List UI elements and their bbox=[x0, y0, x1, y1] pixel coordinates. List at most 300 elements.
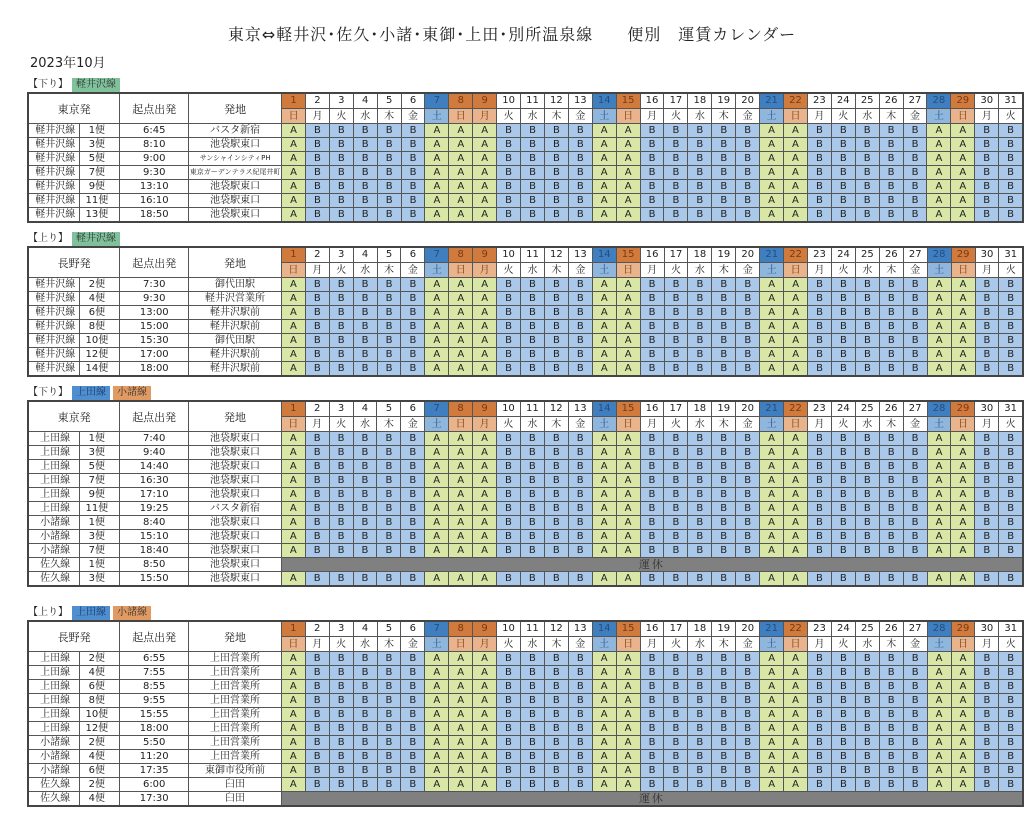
fare-cell: A bbox=[282, 124, 306, 138]
fare-cell: B bbox=[664, 362, 688, 377]
fare-cell: A bbox=[616, 666, 640, 680]
fare-cell: A bbox=[592, 488, 616, 502]
origin-stop: 臼田 bbox=[189, 778, 282, 792]
fare-cell: B bbox=[879, 652, 903, 666]
direction-label: 【下り】 bbox=[28, 79, 68, 90]
line-name: 佐久線 bbox=[28, 558, 80, 572]
fare-cell: B bbox=[497, 736, 521, 750]
fare-cell: B bbox=[497, 778, 521, 792]
fare-cell: A bbox=[951, 680, 975, 694]
day-number: 4 bbox=[353, 401, 377, 417]
fare-cell: A bbox=[616, 474, 640, 488]
fare-cell: B bbox=[568, 544, 592, 558]
fare-cell: B bbox=[496, 502, 520, 516]
section-label bbox=[27, 232, 120, 246]
day-number: 14 bbox=[592, 621, 616, 637]
section-label bbox=[27, 606, 151, 620]
fare-cell: B bbox=[544, 334, 568, 348]
fare-cell: B bbox=[329, 180, 353, 194]
weekday: 水 bbox=[688, 263, 712, 278]
weekday: 火 bbox=[664, 417, 688, 432]
fare-cell: A bbox=[951, 334, 975, 348]
fare-table bbox=[27, 92, 1024, 223]
departure-time: 7:40 bbox=[120, 432, 189, 446]
fare-cell: B bbox=[640, 446, 664, 460]
weekday: 金 bbox=[903, 263, 927, 278]
fare-cell: B bbox=[736, 516, 760, 530]
fare-cell: B bbox=[879, 334, 903, 348]
closed-label: 運休 bbox=[281, 558, 1023, 572]
origin-stop: 池袋駅東口 bbox=[189, 530, 282, 544]
fare-cell: A bbox=[281, 666, 305, 680]
fare-cell: A bbox=[473, 544, 497, 558]
fare-cell: B bbox=[568, 572, 592, 587]
fare-cell: B bbox=[568, 530, 592, 544]
weekday: 土 bbox=[592, 109, 616, 124]
fare-cell: A bbox=[449, 432, 473, 446]
weekday: 火 bbox=[497, 637, 521, 652]
fare-cell: B bbox=[521, 306, 545, 320]
fare-cell: B bbox=[377, 778, 401, 792]
fare-cell: A bbox=[784, 194, 808, 208]
bin-number: 5便 bbox=[80, 152, 120, 166]
fare-cell: B bbox=[377, 320, 401, 334]
fare-cell: A bbox=[282, 180, 306, 194]
day-number: 15 bbox=[616, 621, 640, 637]
fare-cell: B bbox=[353, 292, 377, 306]
day-number: 5 bbox=[377, 247, 401, 263]
fare-cell: B bbox=[329, 488, 353, 502]
fare-cell: A bbox=[592, 516, 616, 530]
fare-cell: B bbox=[855, 292, 879, 306]
fare-cell: B bbox=[497, 334, 521, 348]
fare-cell: B bbox=[975, 572, 999, 587]
weekday: 火 bbox=[496, 417, 520, 432]
table-row bbox=[28, 764, 1023, 778]
fare-cell: B bbox=[568, 488, 592, 502]
fare-cell: B bbox=[712, 362, 736, 377]
fare-cell: B bbox=[497, 362, 521, 377]
weekday: 火 bbox=[329, 417, 353, 432]
fare-cell: A bbox=[951, 166, 975, 180]
fare-cell: A bbox=[473, 348, 497, 362]
weekday: 月 bbox=[305, 417, 329, 432]
fare-cell: A bbox=[425, 166, 449, 180]
line-name: 上田線 bbox=[28, 722, 80, 736]
day-number: 23 bbox=[808, 621, 832, 637]
bin-number: 10便 bbox=[80, 708, 120, 722]
fare-cell: B bbox=[975, 680, 999, 694]
fare-cell: B bbox=[903, 544, 927, 558]
fare-cell: A bbox=[951, 348, 975, 362]
fare-cell: B bbox=[712, 446, 736, 460]
fare-cell: B bbox=[329, 320, 353, 334]
fare-cell: B bbox=[497, 708, 521, 722]
fare-cell: B bbox=[664, 306, 688, 320]
fare-cell: B bbox=[736, 432, 760, 446]
fare-cell: A bbox=[425, 432, 449, 446]
fare-cell: B bbox=[903, 694, 927, 708]
fare-cell: B bbox=[520, 652, 544, 666]
weekday: 日 bbox=[951, 417, 975, 432]
origin-stop: 臼田 bbox=[189, 792, 282, 807]
fare-cell: A bbox=[784, 306, 808, 320]
fare-cell: B bbox=[664, 208, 688, 223]
fare-cell: A bbox=[616, 138, 640, 152]
day-number: 16 bbox=[640, 93, 664, 109]
fare-cell: A bbox=[425, 152, 449, 166]
fare-cell: A bbox=[616, 306, 640, 320]
fare-cell: B bbox=[568, 194, 592, 208]
fare-cell: A bbox=[449, 544, 473, 558]
fare-cell: B bbox=[736, 152, 760, 166]
fare-cell: B bbox=[999, 764, 1023, 778]
origin-stop: 上田営業所 bbox=[189, 722, 282, 736]
line-name: 上田線 bbox=[28, 460, 80, 474]
fare-cell: B bbox=[975, 708, 999, 722]
weekday: 日 bbox=[784, 263, 808, 278]
fare-cell: A bbox=[425, 694, 449, 708]
fare-cell: B bbox=[688, 544, 712, 558]
direction-label: 【下り】 bbox=[28, 387, 68, 398]
fare-cell: B bbox=[712, 544, 736, 558]
fare-cell: B bbox=[975, 306, 999, 320]
fare-cell: B bbox=[999, 572, 1023, 587]
fare-cell: B bbox=[736, 750, 760, 764]
fare-cell: B bbox=[520, 446, 544, 460]
fare-cell: B bbox=[305, 362, 329, 377]
fare-cell: B bbox=[736, 666, 760, 680]
fare-cell: B bbox=[831, 680, 855, 694]
fare-cell: A bbox=[616, 152, 640, 166]
day-number: 22 bbox=[784, 247, 808, 263]
fare-cell: A bbox=[784, 488, 808, 502]
fare-cell: A bbox=[425, 572, 449, 587]
line-name: 小諸線 bbox=[28, 544, 80, 558]
fare-cell: B bbox=[879, 278, 903, 292]
fare-cell: A bbox=[927, 722, 951, 736]
fare-cell: B bbox=[807, 138, 831, 152]
fare-cell: B bbox=[903, 320, 927, 334]
fare-cell: B bbox=[903, 194, 927, 208]
fare-cell: B bbox=[879, 306, 903, 320]
fare-cell: A bbox=[951, 194, 975, 208]
fare-cell: B bbox=[712, 502, 736, 516]
origin-stop: 池袋駅東口 bbox=[189, 138, 282, 152]
fare-cell: A bbox=[281, 694, 305, 708]
fare-cell: A bbox=[592, 292, 616, 306]
table-row bbox=[28, 530, 1023, 544]
bin-number: 11便 bbox=[80, 194, 120, 208]
fare-cell: B bbox=[305, 666, 329, 680]
fare-cell: B bbox=[831, 488, 855, 502]
fare-cell: B bbox=[712, 572, 736, 587]
fare-cell: B bbox=[640, 460, 664, 474]
weekday: 日 bbox=[281, 263, 305, 278]
fare-cell: B bbox=[353, 320, 377, 334]
fare-cell: B bbox=[305, 516, 329, 530]
table-row bbox=[28, 680, 1023, 694]
fare-cell: B bbox=[497, 306, 521, 320]
table-row bbox=[28, 558, 1023, 572]
fare-cell: A bbox=[592, 194, 616, 208]
fare-cell: B bbox=[736, 652, 760, 666]
fare-cell: A bbox=[449, 138, 473, 152]
fare-cell: A bbox=[927, 488, 951, 502]
fare-cell: A bbox=[927, 446, 951, 460]
table-row bbox=[28, 306, 1023, 320]
fare-table bbox=[27, 620, 1024, 807]
fare-cell: A bbox=[592, 750, 616, 764]
fare-cell: B bbox=[329, 278, 353, 292]
fare-cell: B bbox=[975, 474, 999, 488]
fare-cell: B bbox=[831, 652, 855, 666]
fare-cell: A bbox=[951, 736, 975, 750]
day-number: 11 bbox=[521, 93, 545, 109]
fare-cell: A bbox=[927, 516, 951, 530]
fare-cell: B bbox=[640, 694, 664, 708]
fare-cell: A bbox=[449, 194, 473, 208]
fare-cell: A bbox=[927, 138, 951, 152]
fare-cell: B bbox=[688, 152, 712, 166]
fare-cell: A bbox=[425, 544, 449, 558]
fare-cell: A bbox=[927, 292, 951, 306]
fare-cell: B bbox=[520, 530, 544, 544]
fare-cell: A bbox=[473, 278, 497, 292]
fare-cell: B bbox=[329, 764, 353, 778]
fare-cell: A bbox=[616, 516, 640, 530]
fare-cell: B bbox=[544, 362, 568, 377]
fare-cell: B bbox=[855, 306, 879, 320]
weekday: 金 bbox=[903, 109, 927, 124]
fare-cell: A bbox=[760, 666, 784, 680]
day-number: 1 bbox=[281, 401, 305, 417]
fare-cell: B bbox=[736, 362, 760, 377]
day-number: 23 bbox=[808, 247, 832, 263]
fare-cell: B bbox=[329, 208, 353, 223]
start-time-header: 起点出発 bbox=[120, 247, 189, 278]
line-name: 佐久線 bbox=[28, 792, 80, 807]
fare-cell: B bbox=[999, 502, 1023, 516]
fare-cell: B bbox=[736, 138, 760, 152]
fare-cell: B bbox=[975, 432, 999, 446]
weekday: 水 bbox=[688, 637, 712, 652]
fare-cell: B bbox=[975, 764, 999, 778]
fare-cell: B bbox=[832, 362, 856, 377]
fare-cell: B bbox=[736, 208, 760, 223]
fare-cell: A bbox=[951, 502, 975, 516]
fare-cell: A bbox=[281, 530, 305, 544]
fare-cell: B bbox=[401, 320, 425, 334]
fare-cell: B bbox=[688, 194, 712, 208]
fare-cell: B bbox=[975, 488, 999, 502]
day-number: 27 bbox=[903, 621, 927, 637]
fare-cell: B bbox=[544, 488, 568, 502]
fare-cell: B bbox=[712, 124, 736, 138]
fare-cell: B bbox=[688, 306, 712, 320]
fare-cell: A bbox=[616, 124, 640, 138]
fare-cell: B bbox=[306, 180, 330, 194]
fare-cell: B bbox=[329, 334, 353, 348]
origin-header: 長野発 bbox=[28, 247, 120, 278]
fare-cell: B bbox=[712, 778, 736, 792]
fare-cell: B bbox=[736, 474, 760, 488]
fare-cell: B bbox=[521, 180, 545, 194]
fare-cell: B bbox=[808, 348, 832, 362]
fare-cell: B bbox=[688, 764, 712, 778]
weekday: 月 bbox=[640, 263, 664, 278]
fare-cell: B bbox=[353, 446, 377, 460]
fare-cell: A bbox=[473, 138, 497, 152]
fare-cell: B bbox=[329, 460, 353, 474]
weekday: 木 bbox=[879, 109, 903, 124]
fare-cell: A bbox=[592, 502, 616, 516]
origin-stop-header: 発地 bbox=[189, 93, 282, 124]
fare-cell: B bbox=[855, 432, 879, 446]
fare-cell: B bbox=[496, 460, 520, 474]
fare-cell: B bbox=[401, 502, 425, 516]
fare-cell: B bbox=[664, 460, 688, 474]
origin-stop: 上田営業所 bbox=[189, 666, 282, 680]
fare-cell: A bbox=[592, 278, 616, 292]
fare-cell: B bbox=[664, 278, 688, 292]
fare-cell: A bbox=[616, 708, 640, 722]
fare-cell: B bbox=[306, 194, 330, 208]
fare-cell: B bbox=[688, 334, 712, 348]
fare-cell: A bbox=[760, 530, 784, 544]
fare-cell: B bbox=[688, 666, 712, 680]
fare-cell: B bbox=[496, 432, 520, 446]
fare-cell: B bbox=[999, 320, 1023, 334]
weekday: 金 bbox=[736, 109, 760, 124]
fare-cell: B bbox=[401, 516, 425, 530]
fare-cell: B bbox=[544, 474, 568, 488]
line-name: 軽井沢線 bbox=[28, 124, 80, 138]
fare-cell: A bbox=[592, 572, 616, 587]
bin-number: 2便 bbox=[80, 778, 120, 792]
fare-cell: A bbox=[473, 722, 497, 736]
fare-cell: B bbox=[377, 362, 401, 377]
fare-cell: B bbox=[831, 778, 855, 792]
day-number: 28 bbox=[927, 247, 951, 263]
fare-cell: B bbox=[688, 694, 712, 708]
fare-cell: A bbox=[281, 334, 305, 348]
weekday: 水 bbox=[855, 263, 879, 278]
fare-cell: B bbox=[903, 208, 927, 223]
fare-cell: B bbox=[855, 348, 879, 362]
fare-cell: B bbox=[688, 750, 712, 764]
weekday: 金 bbox=[401, 263, 425, 278]
fare-cell: B bbox=[664, 138, 688, 152]
weekday: 金 bbox=[568, 637, 592, 652]
fare-cell: B bbox=[736, 166, 760, 180]
table-row bbox=[28, 778, 1023, 792]
fare-cell: B bbox=[640, 516, 664, 530]
weekday: 金 bbox=[401, 417, 425, 432]
fare-cell: B bbox=[831, 432, 855, 446]
fare-cell: B bbox=[640, 138, 664, 152]
fare-cell: B bbox=[903, 516, 927, 530]
fare-cell: B bbox=[377, 124, 401, 138]
fare-cell: B bbox=[808, 306, 832, 320]
fare-cell: B bbox=[903, 460, 927, 474]
fare-cell: B bbox=[305, 736, 329, 750]
fare-cell: B bbox=[353, 722, 377, 736]
fare-cell: A bbox=[784, 722, 808, 736]
day-number: 11 bbox=[520, 621, 544, 637]
direction-label: 【上り】 bbox=[28, 233, 68, 244]
origin-header: 長野発 bbox=[28, 621, 120, 652]
departure-time: 8:10 bbox=[120, 138, 189, 152]
line-name: 軽井沢線 bbox=[28, 292, 80, 306]
fare-cell: A bbox=[592, 778, 616, 792]
fare-cell: B bbox=[808, 680, 832, 694]
line-name: 小諸線 bbox=[28, 530, 80, 544]
fare-cell: A bbox=[616, 278, 640, 292]
weekday: 火 bbox=[497, 109, 521, 124]
departure-time: 18:00 bbox=[120, 362, 189, 377]
fare-cell: A bbox=[281, 432, 305, 446]
fare-cell: B bbox=[832, 348, 856, 362]
fare-cell: B bbox=[497, 320, 521, 334]
fare-cell: B bbox=[497, 152, 521, 166]
fare-cell: B bbox=[712, 432, 736, 446]
fare-cell: A bbox=[784, 544, 808, 558]
fare-cell: A bbox=[784, 516, 808, 530]
departure-time: 15:30 bbox=[120, 334, 189, 348]
fare-cell: B bbox=[305, 292, 329, 306]
fare-cell: B bbox=[975, 516, 999, 530]
day-number: 3 bbox=[329, 93, 353, 109]
fare-cell: A bbox=[784, 166, 808, 180]
fare-cell: A bbox=[927, 124, 951, 138]
fare-cell: B bbox=[401, 750, 425, 764]
fare-cell: A bbox=[473, 306, 497, 320]
fare-cell: B bbox=[329, 362, 353, 377]
fare-cell: A bbox=[927, 666, 951, 680]
day-number: 5 bbox=[377, 93, 401, 109]
line-name: 軽井沢線 bbox=[28, 334, 80, 348]
fare-cell: B bbox=[497, 194, 521, 208]
fare-cell: B bbox=[903, 138, 927, 152]
table-row bbox=[28, 460, 1023, 474]
fare-cell: A bbox=[760, 572, 784, 587]
fare-cell: B bbox=[377, 572, 401, 587]
weekday: 水 bbox=[521, 263, 545, 278]
fare-cell: A bbox=[616, 166, 640, 180]
fare-cell: B bbox=[497, 652, 521, 666]
fare-cell: B bbox=[688, 680, 712, 694]
weekday: 月 bbox=[473, 637, 497, 652]
bin-number: 3便 bbox=[80, 138, 120, 152]
fare-cell: B bbox=[903, 306, 927, 320]
fare-cell: B bbox=[975, 652, 999, 666]
origin-stop: 池袋駅東口 bbox=[189, 194, 282, 208]
fare-cell: B bbox=[831, 572, 855, 587]
fare-cell: B bbox=[640, 180, 664, 194]
fare-cell: A bbox=[425, 652, 449, 666]
line-name: 上田線 bbox=[28, 666, 80, 680]
weekday: 木 bbox=[544, 637, 568, 652]
day-number: 12 bbox=[544, 247, 568, 263]
origin-stop: バスタ新宿 bbox=[189, 502, 282, 516]
fare-cell: B bbox=[640, 348, 664, 362]
fare-cell: B bbox=[568, 334, 592, 348]
departure-time: 11:20 bbox=[120, 750, 189, 764]
fare-cell: B bbox=[664, 124, 688, 138]
day-number: 12 bbox=[544, 93, 568, 109]
weekday: 水 bbox=[521, 109, 545, 124]
